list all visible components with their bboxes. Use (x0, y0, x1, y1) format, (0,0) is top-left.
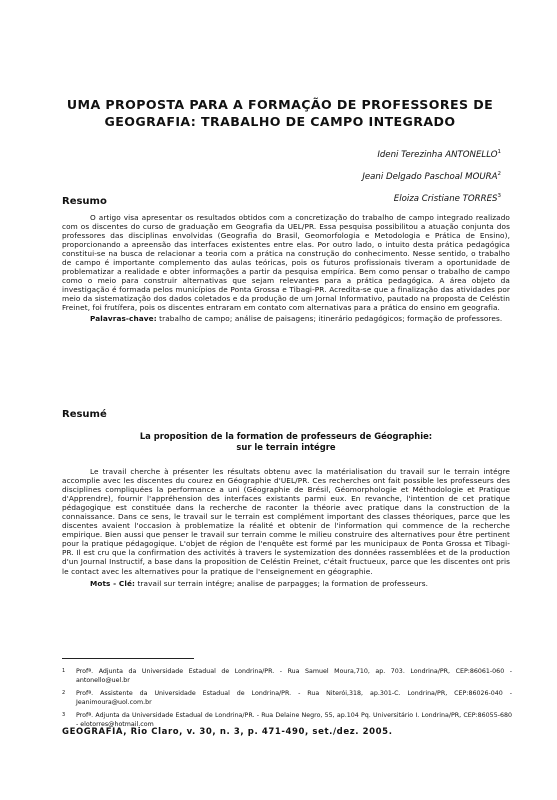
resume-subtitle (62, 431, 510, 452)
author-name: Eloiza Cristiane TORRES (393, 194, 498, 204)
title-line-2: GEOGRAFIA: TRABALHO DE CAMPO INTEGRADO (104, 114, 456, 129)
journal-citation-footer: GEOGRAFIA, Rio Claro, v. 30, n. 3, p. 471-490, set./dez. 2005. (62, 727, 393, 737)
keywords-text: trabalho de campo; análise de paisagens; itinerário pedagógicos; formação de professores. (159, 313, 503, 323)
footnote-divider (62, 658, 194, 659)
footnote-text: Profª. Assistente da Universidade Estadual de Londrina/PR. - Rua Niterói,318, ap.301-C. Londrina/PR, CEP:86026-040 - Jeanimoura@uol.com.br (76, 690, 512, 706)
article-title (60, 96, 500, 130)
keywords-text: travail sur terrain intégre; analise de parpagges; la formation de professeurs. (137, 578, 429, 588)
resume-text: Le travail cherche à présenter les résultats obtenu avec la matérialisation du travail sur le terrain intégre accomplie avec les discentes du courez en Géographie d'UEL/PR. Ces recherches ont fait possible les professeurs des disciplines compliquées la performance a uni (Géographie de Brésil, Géomorphologie et Méthodologie et Pratique d'Apprendre), fournir l'appréhension des interfaces existants parmi eux. En revanche, l'intention de cet pratique pédagogique est constituée dans la recherche de raconter la théorie avec pratique dans la construction de la connaissance. Dans ce sens, le travail sur le terrain est complément important des classes théoriques, parce que les discentes avaient l'occasion à problematize la réalité et obtenir de l'information qui commence de la recherche empirique. Bien aussi que penser le travail sur terrain comme le milieu construire des alternatives pour être pertinent pour la pratique pédagogique. L'objet de région de l'enquête est formé par les municipaux de Ponta Grossa et Tibagi-PR. Il est cru que la confirmation des activités à travers le systemization des données rassemblées et de la production d'un Journal Instructif, a base dans la proposition de Celéstin Freinet, c'était fructueux, parce que les discentes ont pris le contact avec les alternatives pour la pratique de l'enseignement en géographie. (62, 467, 510, 576)
resumo-section (62, 213, 510, 323)
resumo-heading: Resumo (62, 196, 107, 207)
title-line-1: UMA PROPOSTA PARA A FORMAÇÃO DE PROFESSORES DE (66, 97, 494, 112)
footnote-mark: 1 (497, 149, 501, 155)
author-list (362, 143, 501, 209)
footnote-number: 3 (62, 712, 66, 719)
resumo-text: O artigo visa apresentar os resultados obtidos com a concretização do trabalho de campo integrado realizado com os discentes do curso de graduação em Geografia da UEL/PR. Essa pesquisa possibilitou a atuação conjunta dos professores das disciplinas envolvidas (Geografia do Brasil, Geomorfologia e Metodologia e Prática de Ensino), proporcionando a apreensão das interfaces existentes entre elas. Por outro lado, o intuito desta prática pedagógica constitui-se na busca de relacionar a teoria com a prática na construção do conhecimento. Nesse sentido, o trabalho de campo é importante complemento das aulas teóricas, pois os futuros profissionais tiveram a oportunidade de problematizar a realidade e obter informações a partir da pesquisa empírica. Bem como pensar o trabalho de campo como o meio para construir alternativas que sejam relevantes para a prática pedagógica. A área objeto da investigação é formada pelos municípios de Ponta Grossa e Tibagi-PR. Acredita-se que a finalização das atividades por meio da sistematização dos dados coletados e da produção de um Jornal Informativo, pautado na proposta de Celéstin Freinet, foi frutífera, pois os discentes entraram em contato com alternativas para a prática do ensino em geografia. (62, 213, 510, 313)
author-2 (362, 165, 501, 187)
author-3 (362, 187, 501, 209)
subtitle-line-2: sur le terrain intégre (236, 441, 336, 452)
resume-section (62, 467, 510, 588)
footnote-text: Profª. Adjunta da Universidade Estadual de Londrina/PR. - Rua Delaine Negro, 55, ap.104 Pq. Universitário I. Londrina/PR, CEP:86055-680 - elotorres@hotmail.com (76, 712, 512, 728)
footnote-1 (62, 668, 512, 685)
footnote-2 (62, 690, 512, 707)
author-1 (362, 143, 501, 165)
resumo-keywords (62, 314, 510, 323)
footnote-number: 2 (62, 690, 66, 697)
author-name: Jeani Delgado Paschoal MOURA (362, 172, 498, 182)
footnote-text: Profª. Adjunta da Universidade Estadual de Londrina/PR. - Rua Samuel Moura,710, ap. 703. Londrina/PR, CEP:86061-060 - antonello@uel.br (76, 668, 512, 684)
subtitle-line-1: La proposition de la formation de professeurs de Géographie: (139, 431, 433, 441)
resume-keywords (62, 579, 510, 588)
resume-heading: Resumé (62, 409, 107, 420)
keywords-label: Mots - Clé: (90, 578, 136, 588)
footnote-mark: 2 (497, 171, 501, 177)
keywords-label: Palavras-chave: (90, 313, 157, 323)
author-name: Ideni Terezinha ANTONELLO (377, 150, 498, 160)
footnote-mark: 3 (497, 193, 501, 199)
footnotes (62, 668, 512, 735)
footnote-number: 1 (62, 668, 66, 674)
